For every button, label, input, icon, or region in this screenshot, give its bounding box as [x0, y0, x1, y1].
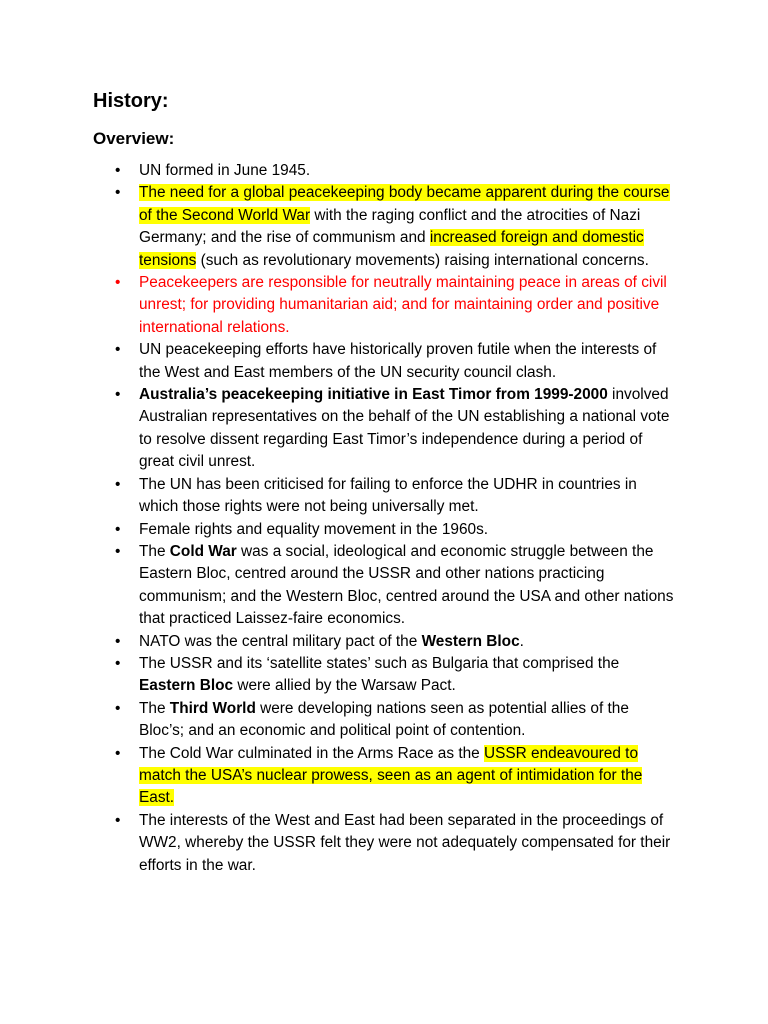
overview-bullet-list	[113, 160, 678, 877]
bold-text: Cold War	[169, 542, 237, 560]
bullet-marker: •	[115, 811, 121, 829]
text-segment: Peacekeepers are responsible for neutrally maintaining peace in areas of civil unrest; for providing humanitarian aid; and for maintaining order and positive international relations.	[139, 274, 667, 336]
section-heading-overview: Overview:	[93, 129, 175, 148]
list-item	[113, 519, 678, 541]
bullet-marker: •	[115, 162, 121, 179]
page-title: History:	[93, 90, 169, 112]
list-item	[113, 541, 678, 631]
list-item	[113, 743, 678, 810]
bold-text: Western Bloc	[421, 632, 520, 650]
text-segment: The Cold War culminated in the Arms Race as the	[139, 744, 485, 762]
list-item	[113, 810, 678, 877]
bullet-marker: •	[115, 520, 121, 538]
text-segment: with the raging conflict and the atrocities of Nazi Germany; and the rise of communism and	[139, 206, 641, 247]
bold-text: Third World	[169, 699, 256, 717]
bullet-marker: •	[115, 654, 121, 672]
bold-text: Australia’s peacekeeping initiative in East Timor from 1999-2000	[139, 386, 608, 404]
text-segment: NATO was the central military pact of the	[139, 632, 422, 650]
list-item	[113, 339, 678, 384]
bullet-marker: •	[115, 184, 121, 202]
text-segment: involved Australian representatives on the behalf of the UN establishing a national vote to resolve dissent regarding East Timor’s independence during a period of great civil unrest.	[139, 386, 670, 471]
text-segment: were developing nations seen as potential allies of the Bloc’s; and an economic and political point of contention.	[139, 699, 629, 740]
list-item	[113, 272, 678, 339]
list-item	[113, 631, 678, 653]
bullet-marker: •	[115, 699, 121, 717]
bullet-marker: •	[115, 744, 121, 762]
text-segment: .	[519, 632, 524, 650]
text-segment: (such as revolutionary movements) raising international concerns.	[196, 251, 649, 269]
text-segment: The interests of the West and East had been separated in the proceedings of WW2, whereby the USSR felt they were not adequately compensated for their efforts in the war.	[139, 811, 671, 874]
text-segment: Female rights and equality movement in the 1960s.	[139, 520, 489, 538]
text-segment: The	[139, 699, 170, 717]
bullet-marker: •	[115, 386, 121, 404]
highlighted-text: increased foreign and domestic tensions	[139, 229, 644, 269]
text-segment: UN formed in June 1945.	[139, 162, 311, 179]
list-item	[113, 474, 678, 519]
bullet-marker: •	[115, 475, 121, 493]
bullet-marker: •	[115, 542, 121, 560]
list-item	[113, 653, 678, 698]
highlighted-text: USSR endeavoured to match the USA’s nuclear prowess, seen as an agent of intimidation for the East.	[139, 744, 643, 807]
bullet-marker: •	[115, 274, 121, 292]
text-segment: was a social, ideological and economic struggle between the Eastern Bloc, centred around the USSR and other nations practicing communism; and the Western Bloc, centred around the USA and other nations that practiced Laissez-faire economics.	[139, 542, 674, 628]
list-item	[113, 698, 678, 743]
bullet-marker: •	[115, 632, 121, 650]
list-item	[113, 384, 678, 474]
text-segment: The	[139, 542, 170, 560]
text-segment: The UN has been criticised for failing to enforce the UDHR in countries in which those rights were not being universally met.	[139, 475, 637, 516]
list-item	[113, 160, 678, 182]
text-segment: were allied by the Warsaw Pact.	[233, 677, 456, 695]
bold-text: Eastern Bloc	[139, 677, 234, 695]
highlighted-text: The need for a global peacekeeping body became apparent during the course of the Second World War	[139, 184, 670, 224]
bullet-marker: •	[115, 341, 121, 359]
list-item	[113, 182, 678, 272]
text-segment: The USSR and its ‘satellite states’ such as Bulgaria that comprised the	[139, 654, 620, 672]
text-segment: UN peacekeeping efforts have historically proven futile when the interests of the West and East members of the UN security council clash.	[139, 341, 657, 381]
